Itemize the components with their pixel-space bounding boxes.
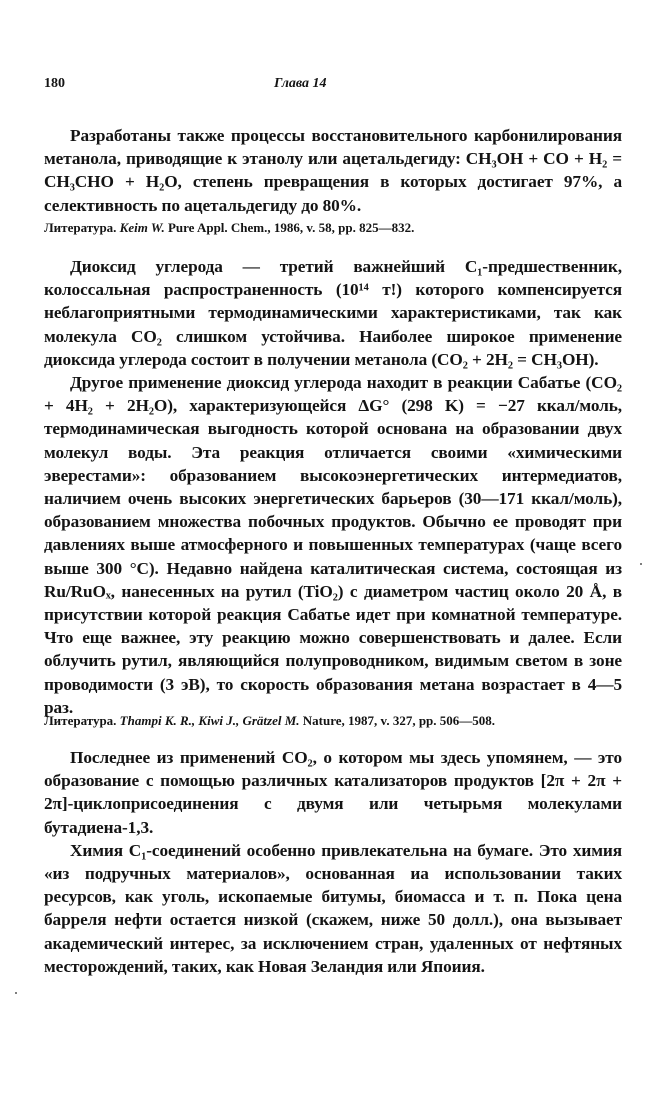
literature-source: Pure Appl. Chem., 1986, v. 58, pp. 825—832.	[167, 220, 415, 235]
paragraph-methanol-carbonylation	[44, 124, 622, 217]
page-number: 180	[44, 76, 65, 91]
paragraph-text: Последнее из применений CO₂, о котором мы здесь упомянем, — это образование с помощью различных катализаторов продуктов [2π + 2π + 2π]-циклоприсоединения с двумя или четырьмя молекулами бутадиена-1,3.	[44, 748, 622, 837]
paragraph-text: Химия C₁-соединений особенно привлекательна на бумаге. Это химия «из подручных материалов», основанная иа использовании таких ресурсов, как уголь, ископаемые битумы, биомасса и т. п. Пока цена барреля нефти остается низкой (скажем, ниже 50 долл.), она вызывает академический интерес, за исключением стран, удаленных от нефтяных месторождений, таких, как Новая Зеландия или Япоиия.	[44, 840, 622, 976]
page-header	[44, 76, 619, 96]
literature-reference-1	[44, 219, 622, 237]
paragraph-text: Диоксид углерода — третий важнейший C₁-предшественник, колоссальная распространенность (10¹⁴ т!) которого компенсируется неблагоприятными термодинамическими характеристиками, так как молекула CO₂ слишком устойчива. Наиболее широкое применение диоксида углерода состоит в получении метанола (CO₂ + 2H₂ = CH₃OH).	[44, 257, 622, 369]
paragraph-text: Другое применение диоксид углерода находит в реакции Сабатье (CO₂ + 4H₂ + 2H₂O), характеризующейся ΔG° (298 K) = −27 ккал/моль, термодинамическая выгодность которой основана на образовании двух молекул воды. Эта реакция отличается своими «химическими эверестами»: образованием высокоэнергетических интермедиатов, наличием очень высоких энергетических барьеров (30—171 ккал/моль), образованием множества побочных продуктов. Обычно ее проводят при давлениях выше атмосферного и повышенных температурах (чаще всего выше 300 °C). Недавно найдена каталитическая система, состоящая из Ru/RuOₓ, нанесенных на рутил (TiO₂) с диаметром частиц около 20 Å, в присутствии которой реакция Сабатье идет при комнатной температуре. Что еще важнее, эту реакцию можно совершенствовать и далее. Если облучить рутил, являющийся полупроводником, видимым светом в зоне проводимости (3 эВ), то скорость образования метана возрастает в 4—5 раз.	[44, 373, 622, 717]
scan-speck	[15, 992, 17, 994]
literature-label: Литература.	[44, 713, 117, 728]
running-head: Глава 14	[274, 76, 327, 91]
literature-label: Литература.	[44, 220, 117, 235]
scan-speck	[640, 563, 642, 565]
paragraph-cycloaddition	[44, 746, 622, 978]
literature-authors: Keim W.	[119, 220, 165, 235]
literature-authors: Thampi K. R., Kiwi J., Grätzel M.	[119, 713, 300, 728]
paragraph-carbon-dioxide	[44, 255, 622, 719]
literature-reference-2	[44, 712, 622, 730]
paragraph-text: Разработаны также процессы восстановительного карбонилирования метанола, приводящие к этанолу или ацетальдегиду: CH₃OH + CO + H₂ = CH₃CHO + H₂O, степень превращения в которых достигает 97%, а селективность по ацетальдегиду до 80%.	[44, 126, 622, 215]
literature-source: Nature, 1987, v. 327, pp. 506—508.	[302, 713, 496, 728]
